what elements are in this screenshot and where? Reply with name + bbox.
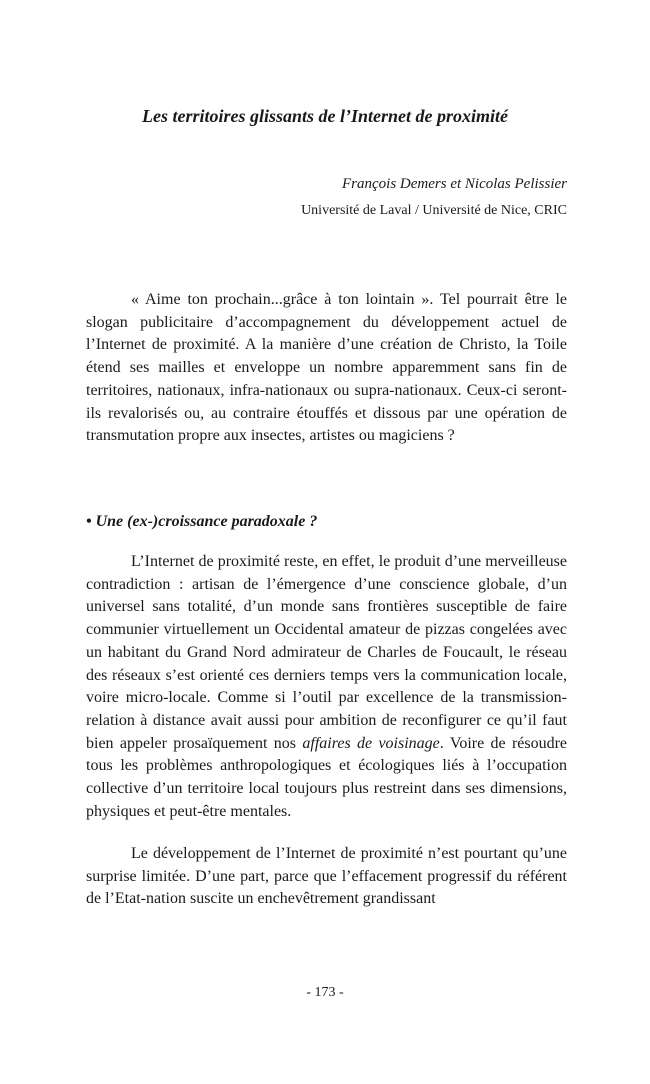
author-affiliation: Université de Laval / Université de Nice, CRIC <box>301 203 567 218</box>
body-paragraph-1 <box>86 551 567 823</box>
body-paragraph-1-text-start: L’Internet de proximité reste, en effet, le produit d’une merveilleuse contradiction : artisan de l’émergence d’une conscience globale, d’un universel sans totalité, d’un monde sans frontières susceptible de faire communier virtuellement un Occidental amateur de pizzas congelées avec un habitant du Grand Nord admirateur de Charles de Foucault, le réseau des réseaux s’est orienté ces derniers temps vers la communication locale, voire micro-locale. Comme si l’outil par excellence de la transmission-relation à distance avait aussi pour ambition de reconfigurer ce qu’il faut bien appeler prosaïquement nos <box>86 553 567 752</box>
article-authors: François Demers et Nicolas Pelissier <box>342 176 567 192</box>
article-title: Les territoires glissants de l’Internet de proximité <box>141 106 508 126</box>
body-paragraph-2: Le développement de l’Internet de proximité n’est pourtant qu’une surprise limitée. D’une part, parce que l’effacement progressif du référent de l’Etat-nation suscite un enchevêtrement grandissant <box>86 845 567 908</box>
section-heading: • Une (ex-)croissance paradoxale ? <box>86 513 318 530</box>
intro-paragraph: « Aime ton prochain...grâce à ton lointain ». Tel pourrait être le slogan publicitaire d’accompagnement du développement actuel de l’Internet de proximité. A la manière d’une création de Christo, la Toile étend ses mailles et enveloppe un nombre apparemment sans fin de territoires, nationaux, infra-nationaux ou supra-nationaux. Ceux-ci seront-ils revalorisés ou, au contraire étouffés et dissous par une opération de transmutation propre aux insectes, artistes ou magiciens ? <box>86 291 567 445</box>
page-number: - 173 - <box>306 985 344 1000</box>
body-paragraph-1-emphasis: affaires de voisinage <box>302 734 440 752</box>
body-paragraph-1-text-end: . Voire de résoudre tous les problèmes anthropologiques et écologiques liés à l’occupation collective d’un territoire local toujours plus restreint dans ses dimensions, physiques et peut-être mentales. <box>86 734 568 820</box>
